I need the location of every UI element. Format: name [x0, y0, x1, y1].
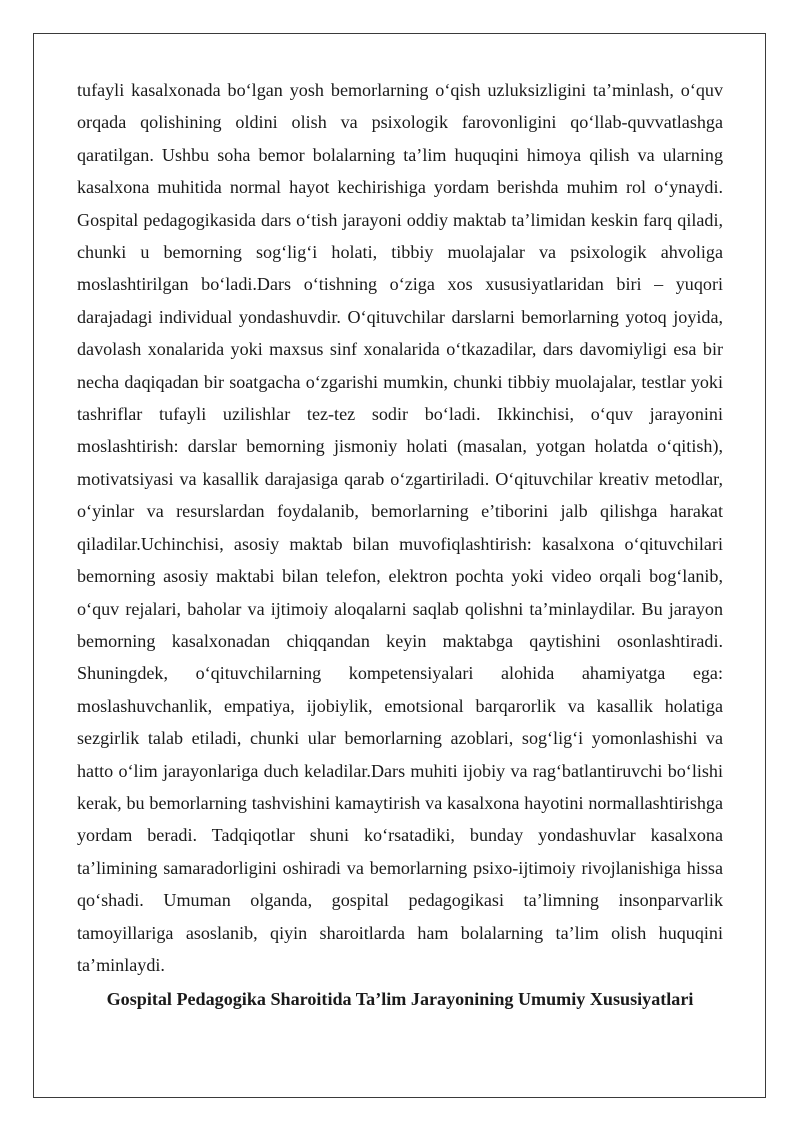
section-heading: Gospital Pedagogika Sharoitida Ta’lim Jarayonining Umumiy Xususiyatlari [106, 989, 694, 1009]
body-paragraph: tufayli kasalxonada bo‘lgan yosh bemorlarning o‘qish uzluksizligini ta’minlash, o‘quv orqada qolishining oldini olish va psixologik farovonligini qo‘llab-quvvatlashga qaratilgan. Ushbu soha bemor bolalarning ta’lim huquqini himoya qilish va ularning kasalxona muhitida normal hayot kechirishiga yordam berishda muhim rol o‘ynaydi. Gospital pedagogikasida dars o‘tish jarayoni oddiy maktab ta’limidan keskin farq qiladi, chunki u bemorning sog‘lig‘i holati, tibbiy muolajalar va psixologik ahvoliga moslashtirilgan bo‘ladi.Dars o‘tishning o‘ziga xos xususiyatlaridan biri – yuqori darajadagi individual yondashuvdir. O‘qituvchilar darslarni bemorlarning yotoq joyida, davolash xonalarida yoki maxsus sinf xonalarida o‘tkazadilar, dars davomiyligi esa bir necha daqiqadan bir soatgacha o‘zgarishi mumkin, chunki tibbiy muolajalar, testlar yoki tashriflar tufayli uzilishlar tez-tez sodir bo‘ladi. Ikkinchisi, o‘quv jarayonini moslashtirish: darslar bemorning jismoniy holati (masalan, yotgan holatda o‘qitish), motivatsiyasi va kasallik darajasiga qarab o‘zgartiriladi. O‘qituvchilar kreativ metodlar, o‘yinlar va resurslardan foydalanib, bemorlarning e’tiborini jalb qilishga harakat qiladilar.Uchinchisi, asosiy maktab bilan muvofiqlashtirish: kasalxona o‘qituvchilari bemorning asosiy maktabi bilan telefon, elektron pochta yoki video orqali bog‘lanib, o‘quv rejalari, baholar va ijtimoiy aloqalarni saqlab qolishni ta’minlaydilar. Bu jarayon bemorning kasalxonadan chiqqandan keyin maktabga qaytishini osonlashtiradi. Shuningdek, o‘qituvchilarning kompetensiyalari alohida ahamiyatga ega: moslashuvchanlik, empatiya, ijobiylik, emotsional barqarorlik va kasallik holatiga sezgirlik talab etiladi, chunki ular bemorlarning azoblari, sog‘lig‘i yomonlashishi va hatto o‘lim jarayonlariga duch keladilar.Dars muhiti ijobiy va rag‘batlantiruvchi bo‘lishi kerak, bu bemorlarning tashvishini kamaytirish va kasalxona hayotini normallashtirishga yordam beradi. Tadqiqotlar shuni ko‘rsatadiki, bunday yondashuvlar kasalxona ta’limining samaradorligini oshiradi va bemorlarning psixo-ijtimoiy rivojlanishiga hissa qo‘shadi. Umuman olganda, gospital pedagogikasi ta’limning insonparvarlik tamoyillariga asoslanib, qiyin sharoitlarda ham bolalarning ta’lim olish huquqini ta’minlaydi. [77, 80, 723, 975]
